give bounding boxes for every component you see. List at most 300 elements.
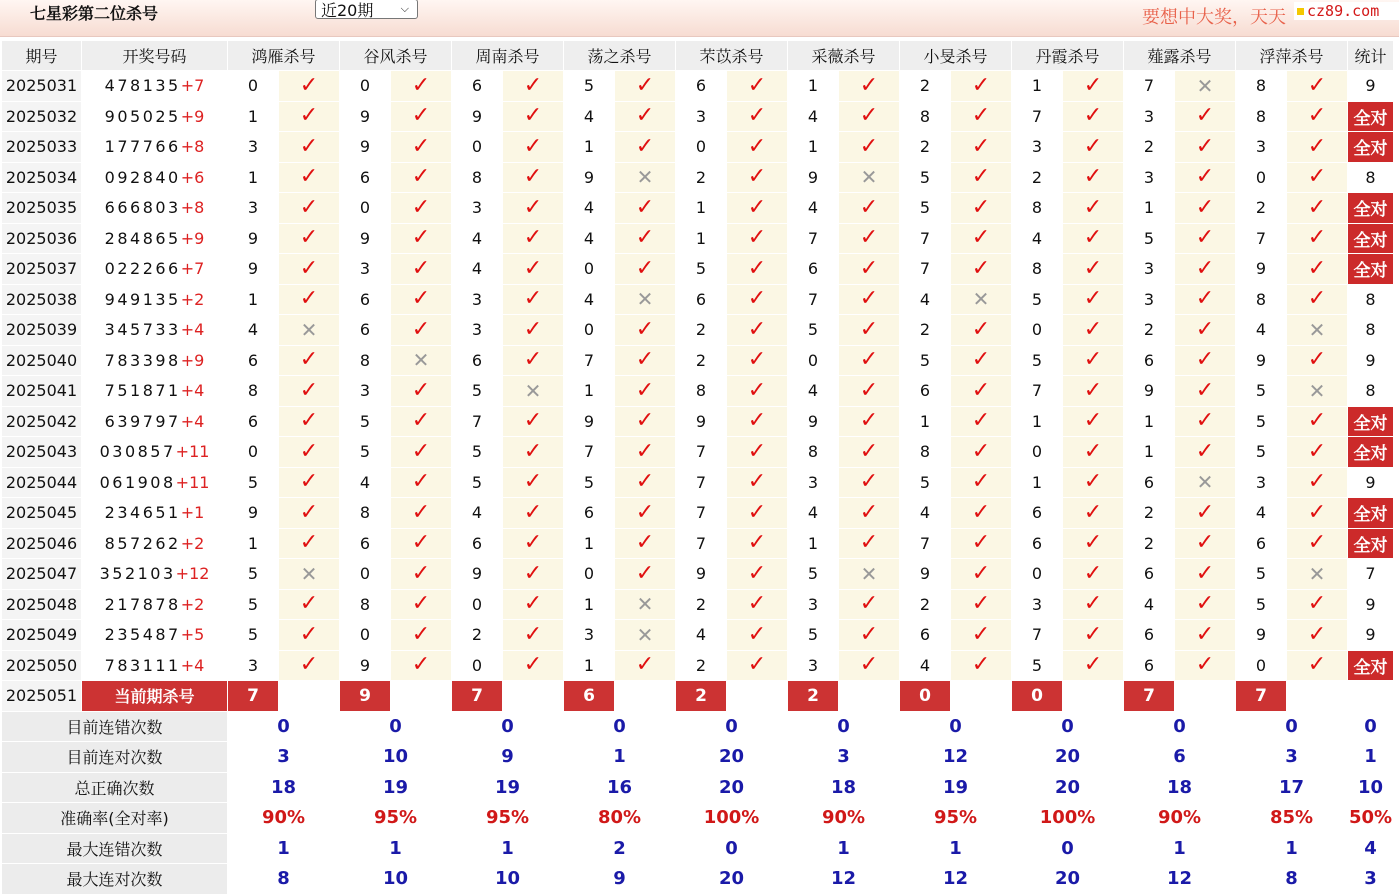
check-icon: ✓ — [747, 530, 767, 556]
summary-value: 100% — [1012, 803, 1124, 834]
check-icon: ✓ — [1307, 591, 1327, 617]
row-stat-cell: 9 — [1348, 620, 1394, 651]
result-cell — [727, 315, 788, 346]
check-icon: ✓ — [1195, 438, 1215, 464]
top-bar — [0, 0, 1399, 37]
table-row — [2, 315, 1394, 346]
summary-value: 0 — [452, 711, 564, 742]
summary-value: 19 — [452, 772, 564, 803]
summary-value: 95% — [900, 803, 1012, 834]
row-stat-cell: 8 — [1348, 162, 1394, 193]
check-icon: ✓ — [1083, 469, 1103, 495]
cross-icon: ✕ — [1196, 470, 1214, 495]
kill-number-cell: 8 — [788, 437, 839, 468]
kill-number-cell: 8 — [340, 589, 391, 620]
summary-value: 80% — [564, 803, 676, 834]
kill-number-cell: 7 — [676, 467, 727, 498]
summary-value: 3 — [788, 742, 900, 773]
kill-number-cell: 4 — [452, 223, 503, 254]
check-icon: ✓ — [1195, 194, 1215, 220]
draw-main-numbers: 783111 — [104, 655, 181, 675]
kill-number-cell: 4 — [564, 284, 615, 315]
kill-number-cell: 9 — [1236, 345, 1287, 376]
result-cell — [503, 528, 564, 559]
check-icon: ✓ — [859, 438, 879, 464]
summary-label: 最大连对次数 — [2, 864, 228, 895]
kill-number-cell: 3 — [452, 315, 503, 346]
check-icon: ✓ — [747, 133, 767, 159]
result-cell — [615, 406, 676, 437]
summary-value: 0 — [788, 711, 900, 742]
result-cell — [951, 345, 1012, 376]
result-cell — [839, 132, 900, 163]
table-row — [2, 589, 1394, 620]
current-kill-number: 6 — [564, 681, 615, 712]
result-cell — [615, 498, 676, 529]
kill-number-cell: 4 — [452, 498, 503, 529]
check-icon: ✓ — [299, 530, 319, 556]
summary-value: 9 — [564, 864, 676, 895]
result-cell — [1287, 345, 1348, 376]
result-cell — [615, 345, 676, 376]
kill-number-cell: 0 — [452, 589, 503, 620]
check-icon: ✓ — [971, 72, 991, 98]
kill-number-cell: 1 — [1124, 193, 1175, 224]
check-icon: ✓ — [1195, 377, 1215, 403]
kill-number-cell: 2 — [1124, 132, 1175, 163]
table-row — [2, 528, 1394, 559]
summary-value: 1 — [340, 833, 452, 864]
kill-number-cell: 7 — [676, 437, 727, 468]
result-cell — [279, 101, 340, 132]
period-cell: 2025034 — [2, 162, 82, 193]
check-icon: ✓ — [299, 72, 319, 98]
summary-value: 18 — [788, 772, 900, 803]
check-icon: ✓ — [411, 530, 431, 556]
result-cell — [1063, 345, 1124, 376]
check-icon: ✓ — [1083, 347, 1103, 373]
check-icon: ✓ — [971, 591, 991, 617]
period-cell: 2025039 — [2, 315, 82, 346]
row-stat-cell: 全对 — [1348, 528, 1394, 559]
kill-number-cell: 4 — [788, 376, 839, 407]
check-icon: ✓ — [1307, 530, 1327, 556]
summary-value: 16 — [564, 772, 676, 803]
kill-number-cell: 4 — [1012, 223, 1063, 254]
kill-number-cell: 6 — [340, 284, 391, 315]
kill-number-cell: 4 — [564, 223, 615, 254]
check-icon: ✓ — [1083, 133, 1103, 159]
column-header: 芣苡杀号 — [676, 41, 788, 71]
result-cell — [1175, 650, 1236, 681]
check-icon: ✓ — [747, 225, 767, 251]
check-icon: ✓ — [523, 621, 543, 647]
brand-text: cz89.com — [1307, 2, 1380, 20]
summary-row — [2, 864, 1394, 895]
kill-number-cell: 5 — [228, 589, 279, 620]
result-cell — [1175, 254, 1236, 285]
result-cell — [951, 437, 1012, 468]
kill-number-cell: 2 — [900, 589, 951, 620]
kill-number-cell: 1 — [228, 101, 279, 132]
result-cell — [1175, 71, 1236, 102]
summary-value: 20 — [1012, 864, 1124, 895]
kill-number-cell: 8 — [1236, 284, 1287, 315]
check-icon: ✓ — [299, 469, 319, 495]
check-icon: ✓ — [859, 591, 879, 617]
brand-logo[interactable] — [1294, 2, 1399, 20]
check-icon: ✓ — [523, 347, 543, 373]
draw-main-numbers: 030857 — [99, 442, 176, 462]
result-cell — [1287, 223, 1348, 254]
result-cell — [1175, 559, 1236, 590]
check-icon: ✓ — [523, 164, 543, 190]
result-cell — [1287, 589, 1348, 620]
check-icon: ✓ — [523, 316, 543, 342]
check-icon: ✓ — [411, 377, 431, 403]
check-icon: ✓ — [523, 469, 543, 495]
result-cell — [615, 528, 676, 559]
kill-number-cell: 6 — [340, 528, 391, 559]
summary-value: 20 — [1012, 742, 1124, 773]
empty-cell — [727, 681, 788, 712]
kill-number-cell: 0 — [564, 254, 615, 285]
check-icon: ✓ — [1195, 103, 1215, 129]
kill-number-cell: 7 — [900, 223, 951, 254]
draw-numbers-cell — [82, 223, 228, 254]
result-cell — [279, 71, 340, 102]
check-icon: ✓ — [411, 72, 431, 98]
summary-value: 1 — [564, 742, 676, 773]
kill-number-cell: 4 — [564, 193, 615, 224]
result-cell — [1287, 406, 1348, 437]
result-cell — [391, 101, 452, 132]
kill-number-cell: 5 — [1012, 284, 1063, 315]
check-icon: ✓ — [411, 652, 431, 678]
check-icon: ✓ — [747, 469, 767, 495]
draw-main-numbers: 177766 — [104, 137, 181, 157]
kill-number-cell: 7 — [788, 223, 839, 254]
check-icon: ✓ — [1307, 408, 1327, 434]
check-icon: ✓ — [747, 499, 767, 525]
kill-number-cell: 5 — [1236, 376, 1287, 407]
check-icon: ✓ — [971, 438, 991, 464]
check-icon: ✓ — [1195, 530, 1215, 556]
result-cell — [279, 162, 340, 193]
kill-number-cell: 8 — [1236, 71, 1287, 102]
kill-number-cell: 5 — [900, 467, 951, 498]
draw-bonus-number: +4 — [180, 411, 205, 431]
check-icon: ✓ — [971, 194, 991, 220]
check-icon: ✓ — [1083, 438, 1103, 464]
period-cell: 2025048 — [2, 589, 82, 620]
current-period-row — [2, 681, 1394, 712]
kill-number-cell: 3 — [452, 284, 503, 315]
kill-number-cell: 9 — [340, 223, 391, 254]
result-cell — [727, 223, 788, 254]
check-icon: ✓ — [971, 347, 991, 373]
check-icon: ✓ — [411, 438, 431, 464]
check-icon: ✓ — [299, 377, 319, 403]
check-icon: ✓ — [411, 103, 431, 129]
period-cell: 2025038 — [2, 284, 82, 315]
result-cell — [503, 223, 564, 254]
kill-number-cell: 9 — [1236, 254, 1287, 285]
check-icon: ✓ — [859, 194, 879, 220]
draw-main-numbers: 949135 — [104, 289, 181, 309]
result-cell — [615, 223, 676, 254]
summary-value: 90% — [228, 803, 340, 834]
kill-number-cell: 8 — [228, 376, 279, 407]
draw-numbers-cell — [82, 132, 228, 163]
empty-cell — [1063, 681, 1124, 712]
current-kill-number: 7 — [228, 681, 279, 712]
kill-number-cell: 1 — [564, 589, 615, 620]
check-icon: ✓ — [971, 103, 991, 129]
summary-value: 0 — [1124, 711, 1236, 742]
check-icon: ✓ — [411, 560, 431, 586]
result-cell — [1175, 620, 1236, 651]
check-icon: ✓ — [859, 347, 879, 373]
check-icon: ✓ — [1083, 164, 1103, 190]
kill-number-cell: 9 — [1236, 620, 1287, 651]
result-cell — [727, 620, 788, 651]
kill-number-cell: 6 — [228, 406, 279, 437]
kill-number-cell: 1 — [1124, 437, 1175, 468]
result-cell — [279, 132, 340, 163]
summary-value: 0 — [564, 711, 676, 742]
period-select-value: 近20期 — [321, 0, 374, 20]
kill-number-cell: 9 — [788, 162, 839, 193]
cross-icon: ✕ — [1308, 317, 1326, 342]
period-cell: 2025032 — [2, 101, 82, 132]
kill-number-cell: 6 — [1012, 528, 1063, 559]
row-stat-cell: 9 — [1348, 467, 1394, 498]
draw-main-numbers: 857262 — [104, 533, 181, 553]
draw-main-numbers: 783398 — [104, 350, 181, 370]
result-cell — [1287, 162, 1348, 193]
table-body — [2, 71, 1394, 895]
result-cell — [391, 223, 452, 254]
result-cell — [503, 71, 564, 102]
result-cell — [839, 406, 900, 437]
result-cell — [1287, 620, 1348, 651]
result-cell — [391, 162, 452, 193]
result-cell — [615, 193, 676, 224]
check-icon: ✓ — [971, 316, 991, 342]
cross-icon: ✕ — [1196, 73, 1214, 98]
result-cell — [391, 193, 452, 224]
result-cell — [503, 620, 564, 651]
kill-number-cell: 7 — [1012, 376, 1063, 407]
row-stat-cell: 全对 — [1348, 650, 1394, 681]
summary-value: 85% — [1236, 803, 1348, 834]
result-cell — [1287, 193, 1348, 224]
result-cell — [839, 193, 900, 224]
chevron-down-icon: ⌵ — [400, 2, 409, 15]
result-cell — [503, 406, 564, 437]
result-cell — [839, 467, 900, 498]
kill-number-cell: 6 — [452, 71, 503, 102]
kill-number-cell: 6 — [564, 498, 615, 529]
period-cell: 2025031 — [2, 71, 82, 102]
kill-number-cell: 5 — [452, 467, 503, 498]
kill-number-cell: 1 — [676, 193, 727, 224]
kill-number-cell: 9 — [452, 559, 503, 590]
summary-value: 8 — [1236, 864, 1348, 895]
summary-row — [2, 772, 1394, 803]
draw-numbers-cell — [82, 162, 228, 193]
kill-number-cell: 1 — [676, 223, 727, 254]
draw-numbers-cell — [82, 193, 228, 224]
result-cell — [839, 620, 900, 651]
draw-numbers-cell — [82, 254, 228, 285]
period-select[interactable] — [315, 0, 418, 19]
kill-number-cell: 4 — [1236, 315, 1287, 346]
result-cell — [1063, 437, 1124, 468]
result-cell — [951, 589, 1012, 620]
kill-number-cell: 9 — [452, 101, 503, 132]
result-cell — [279, 589, 340, 620]
result-cell — [503, 589, 564, 620]
row-stat-cell: 全对 — [1348, 132, 1394, 163]
result-cell — [839, 223, 900, 254]
kill-number-cell: 2 — [900, 315, 951, 346]
check-icon: ✓ — [635, 133, 655, 159]
check-icon: ✓ — [635, 560, 655, 586]
check-icon: ✓ — [971, 469, 991, 495]
result-cell — [1175, 467, 1236, 498]
check-icon: ✓ — [1307, 225, 1327, 251]
kill-number-cell: 6 — [676, 284, 727, 315]
kill-number-cell: 4 — [228, 315, 279, 346]
result-cell — [1287, 101, 1348, 132]
summary-row — [2, 833, 1394, 864]
check-icon: ✓ — [1195, 408, 1215, 434]
result-cell — [839, 254, 900, 285]
kill-number-cell: 2 — [1124, 528, 1175, 559]
check-icon: ✓ — [1083, 103, 1103, 129]
check-icon: ✓ — [1083, 286, 1103, 312]
kill-number-cell: 4 — [340, 467, 391, 498]
kill-number-cell: 2 — [676, 162, 727, 193]
summary-row — [2, 742, 1394, 773]
check-icon: ✓ — [747, 255, 767, 281]
summary-value: 12 — [900, 742, 1012, 773]
result-cell — [727, 345, 788, 376]
check-icon: ✓ — [859, 72, 879, 98]
result-cell — [615, 559, 676, 590]
draw-numbers-cell — [82, 559, 228, 590]
result-cell — [1287, 528, 1348, 559]
column-header: 浮萍杀号 — [1236, 41, 1348, 71]
kill-number-cell: 7 — [788, 284, 839, 315]
check-icon: ✓ — [859, 133, 879, 159]
table-row — [2, 437, 1394, 468]
current-kill-number: 7 — [1124, 681, 1175, 712]
check-icon: ✓ — [299, 133, 319, 159]
result-cell — [1287, 71, 1348, 102]
period-cell: 2025044 — [2, 467, 82, 498]
kill-number-table — [1, 40, 1394, 895]
column-header: 小旻杀号 — [900, 41, 1012, 71]
kill-number-cell: 7 — [1236, 223, 1287, 254]
kill-number-cell: 2 — [1124, 498, 1175, 529]
kill-number-cell: 5 — [788, 559, 839, 590]
table-row — [2, 620, 1394, 651]
summary-value: 95% — [340, 803, 452, 834]
result-cell — [839, 650, 900, 681]
check-icon: ✓ — [411, 591, 431, 617]
check-icon: ✓ — [859, 652, 879, 678]
table-row — [2, 101, 1394, 132]
summary-value: 4 — [1348, 833, 1394, 864]
kill-number-cell: 0 — [1236, 162, 1287, 193]
kill-number-cell: 0 — [340, 620, 391, 651]
kill-number-cell: 5 — [228, 559, 279, 590]
summary-value: 20 — [676, 742, 788, 773]
draw-main-numbers: 235487 — [104, 625, 181, 645]
draw-numbers-cell — [82, 467, 228, 498]
cross-icon: ✕ — [636, 592, 654, 617]
result-cell — [951, 376, 1012, 407]
draw-main-numbers: 092840 — [104, 167, 181, 187]
check-icon: ✓ — [299, 652, 319, 678]
kill-number-cell: 9 — [676, 406, 727, 437]
draw-main-numbers: 751871 — [104, 381, 181, 401]
check-icon: ✓ — [411, 225, 431, 251]
cross-icon: ✕ — [524, 378, 542, 403]
kill-number-cell: 3 — [228, 132, 279, 163]
current-kill-number: 0 — [1012, 681, 1063, 712]
draw-numbers-cell — [82, 345, 228, 376]
header-row — [2, 41, 1394, 71]
check-icon: ✓ — [859, 377, 879, 403]
result-cell — [839, 589, 900, 620]
result-cell — [1175, 589, 1236, 620]
result-cell — [279, 406, 340, 437]
kill-number-cell: 7 — [452, 406, 503, 437]
result-cell — [391, 650, 452, 681]
result-cell — [1063, 223, 1124, 254]
check-icon: ✓ — [747, 103, 767, 129]
check-icon: ✓ — [635, 225, 655, 251]
check-icon: ✓ — [635, 469, 655, 495]
draw-numbers-cell — [82, 528, 228, 559]
result-cell — [503, 132, 564, 163]
result-cell — [615, 132, 676, 163]
kill-number-cell: 2 — [676, 650, 727, 681]
result-cell — [1175, 437, 1236, 468]
empty-cell — [391, 681, 452, 712]
kill-number-cell: 0 — [676, 132, 727, 163]
check-icon: ✓ — [971, 560, 991, 586]
check-icon: ✓ — [1195, 652, 1215, 678]
check-icon: ✓ — [1307, 438, 1327, 464]
summary-value: 2 — [564, 833, 676, 864]
result-cell — [391, 315, 452, 346]
kill-number-cell: 0 — [452, 132, 503, 163]
result-cell — [727, 437, 788, 468]
draw-main-numbers: 217878 — [104, 594, 181, 614]
result-cell — [1063, 376, 1124, 407]
kill-number-cell: 5 — [340, 406, 391, 437]
draw-main-numbers: 345733 — [104, 320, 181, 340]
check-icon: ✓ — [971, 408, 991, 434]
kill-number-cell: 3 — [1012, 132, 1063, 163]
table-row — [2, 132, 1394, 163]
check-icon: ✓ — [411, 316, 431, 342]
